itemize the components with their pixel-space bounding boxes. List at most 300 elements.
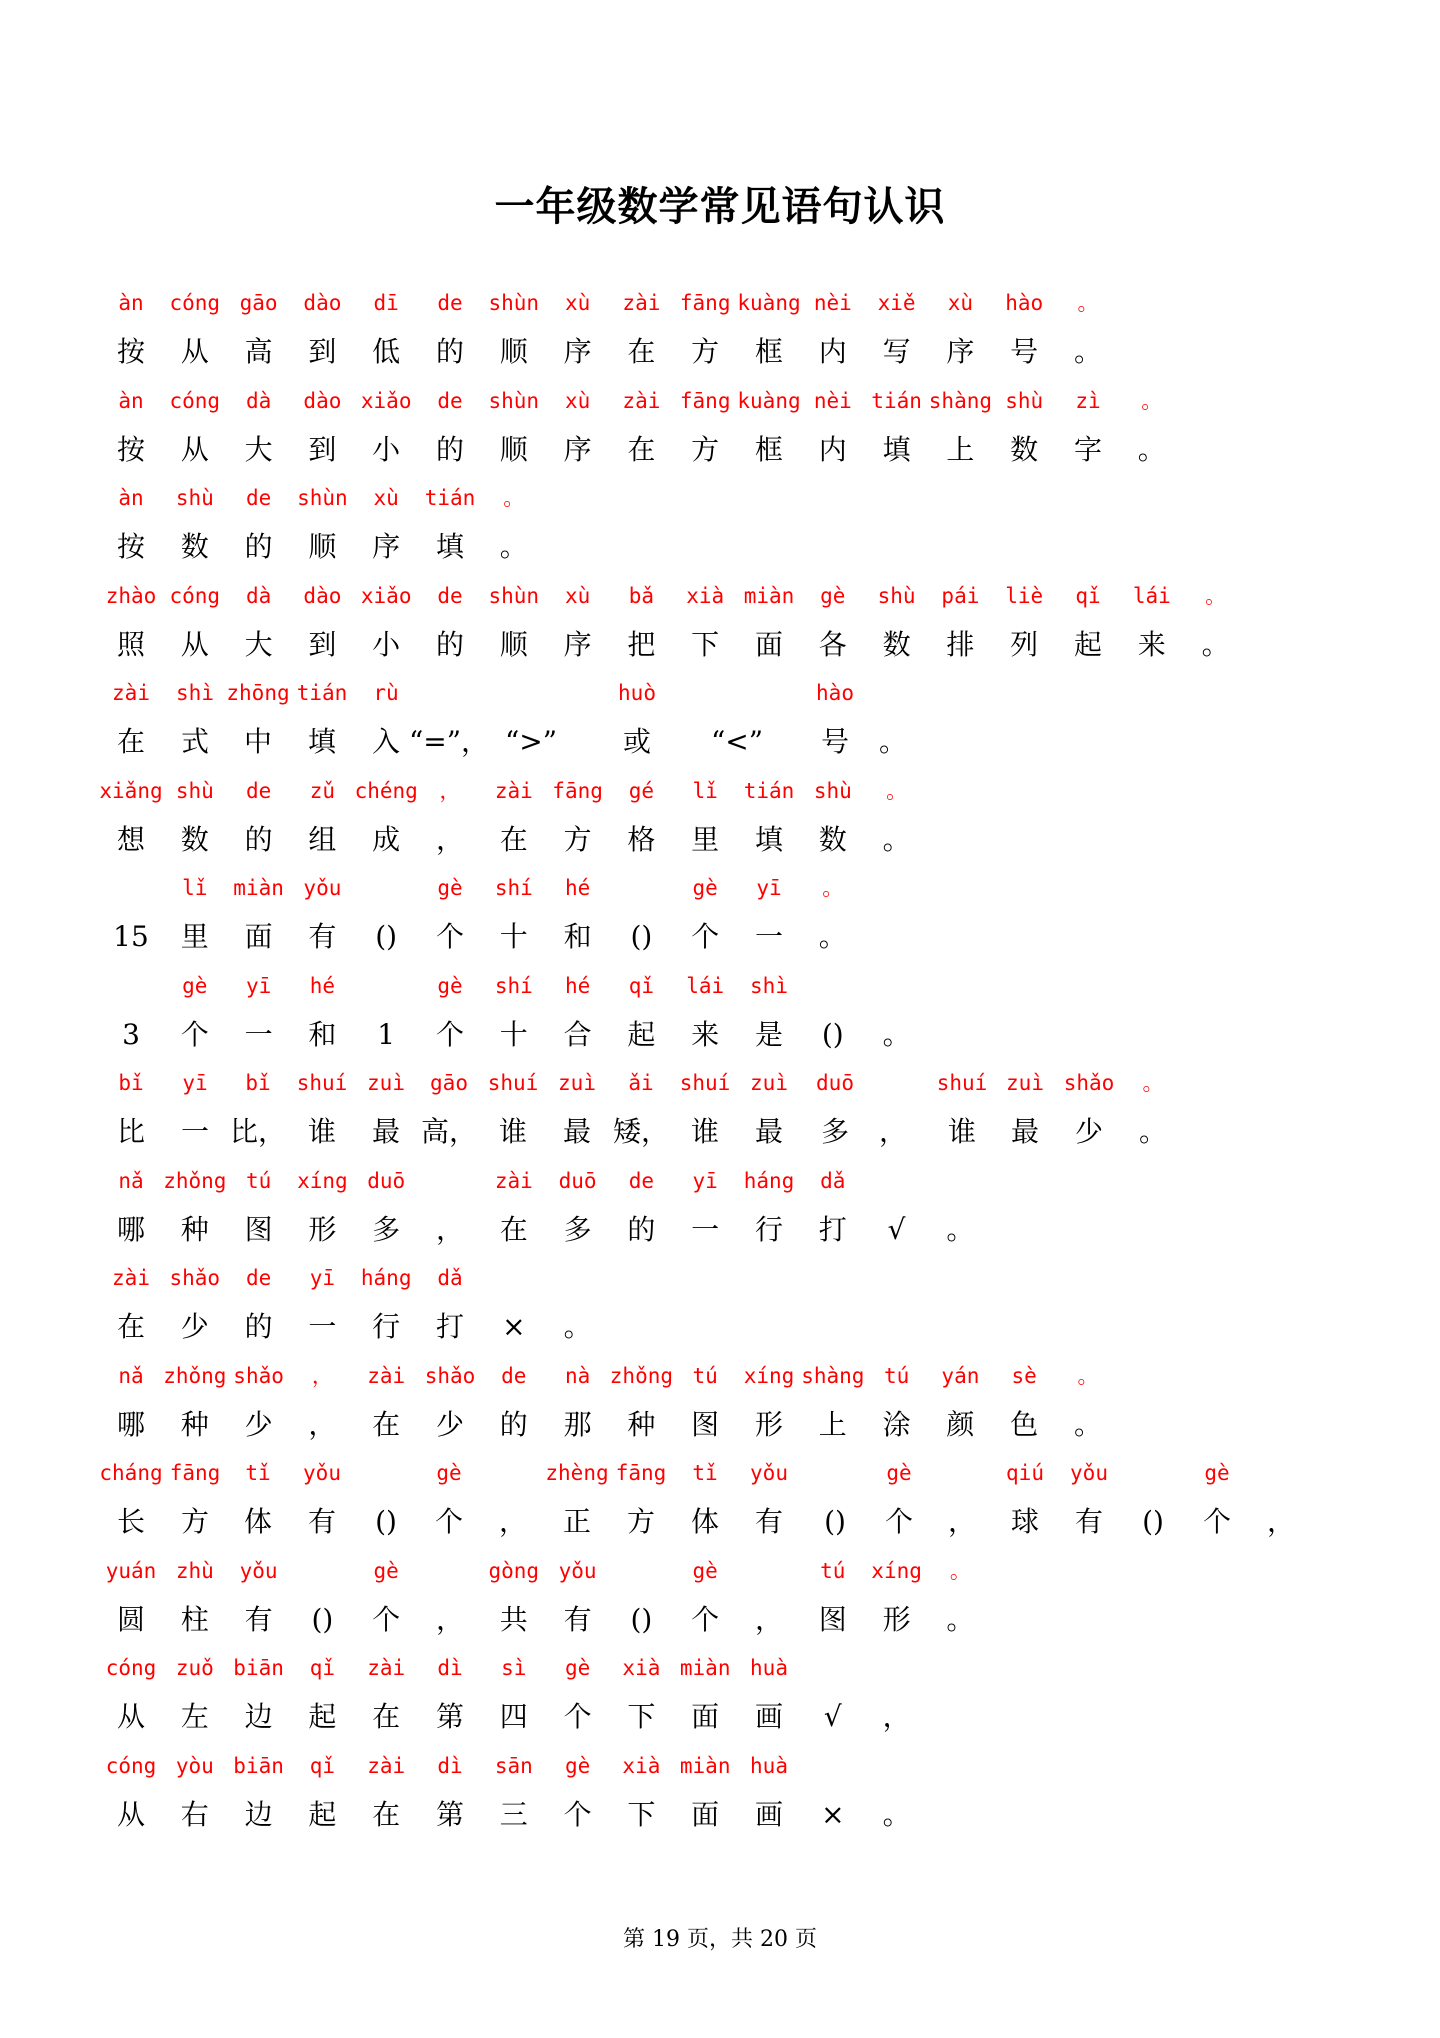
hanzi-character: 起	[627, 1017, 656, 1051]
pinyin-syllable: zài	[494, 778, 533, 803]
hanzi-character: 大	[244, 432, 273, 466]
hanzi-line	[0, 1302, 1440, 1352]
pinyin-syllable: lái	[1132, 583, 1171, 608]
hanzi-character: 。	[1073, 335, 1103, 368]
pinyin-syllable: nǎ	[118, 1168, 144, 1193]
hanzi-character: 下	[627, 1700, 656, 1733]
pinyin-line	[0, 478, 1440, 518]
pinyin-syllable: gè	[692, 876, 718, 900]
pinyin-syllable: tú	[883, 1363, 910, 1388]
hanzi-character: 方	[180, 1505, 210, 1538]
hanzi-character: 圆	[116, 1602, 146, 1636]
hanzi-character: 在	[372, 1407, 401, 1441]
pinyin-syllable: tǐ	[692, 1461, 718, 1485]
pinyin-syllable: shuí	[487, 1071, 539, 1095]
pinyin-syllable: 。	[1142, 1071, 1164, 1095]
pinyin-syllable: hé	[564, 973, 591, 998]
hanzi-character: 少	[1074, 1115, 1104, 1148]
hanzi-character: 色	[1010, 1407, 1039, 1441]
pinyin-syllable: de	[501, 1363, 527, 1388]
hanzi-line	[0, 1205, 1440, 1255]
sentence-row	[0, 1453, 1440, 1551]
pinyin-syllable: shuí	[296, 1071, 348, 1095]
hanzi-character: 格	[627, 822, 656, 856]
hanzi-character: 画	[754, 1797, 784, 1831]
hanzi-character: 来	[691, 1017, 720, 1051]
hanzi-character: 内	[818, 432, 847, 466]
hanzi-character: 种	[180, 1407, 209, 1441]
hanzi-character: 序	[563, 627, 592, 661]
pinyin-syllable: liè	[1005, 583, 1044, 608]
hanzi-character: 边	[244, 1700, 273, 1733]
pinyin-syllable: yuán	[105, 1558, 157, 1583]
pinyin-syllable: gé	[628, 778, 655, 803]
pinyin-syllable: zhào	[105, 583, 157, 608]
hanzi-character: 3	[122, 1017, 140, 1051]
hanzi-character: ，	[754, 1602, 784, 1636]
hanzi-character: 谁	[498, 1115, 528, 1148]
hanzi-character: 方	[563, 822, 592, 856]
hanzi-character: 顺	[308, 530, 337, 563]
pinyin-syllable: hào	[816, 681, 854, 705]
pinyin-syllable: xíng	[297, 1168, 348, 1193]
hanzi-character: 数	[1010, 432, 1039, 466]
hanzi-character: 里	[180, 920, 209, 953]
pinyin-syllable: qǐ	[309, 1656, 336, 1680]
hanzi-character: 哪	[116, 1407, 146, 1441]
pinyin-syllable: xù	[947, 291, 974, 315]
pinyin-syllable: lǐ	[182, 876, 208, 900]
hanzi-character: 行	[754, 1212, 784, 1246]
hanzi-character: ×	[821, 1797, 845, 1831]
hanzi-character: 从	[116, 1797, 146, 1831]
pinyin-syllable: kuàng	[737, 388, 801, 413]
hanzi-character: 有	[563, 1602, 592, 1636]
pinyin-syllable: nèi	[813, 291, 852, 315]
pinyin-syllable: dì	[437, 1753, 463, 1778]
hanzi-character: 个	[434, 1505, 464, 1538]
hanzi-character: 或	[622, 725, 652, 758]
pinyin-line	[0, 868, 1440, 908]
pinyin-syllable: àn	[118, 291, 144, 315]
pinyin-syllable: kuàng	[737, 291, 801, 315]
hanzi-character: 形	[308, 1212, 337, 1246]
pinyin-syllable: nà	[564, 1363, 591, 1388]
pinyin-line	[0, 771, 1440, 811]
hanzi-character: 正	[562, 1505, 592, 1538]
hanzi-character: 个	[563, 1797, 592, 1831]
hanzi-character: 列	[1010, 627, 1039, 661]
hanzi-character: 。	[1201, 627, 1230, 661]
pinyin-syllable: háng	[360, 1266, 412, 1290]
sentence-row	[0, 381, 1440, 479]
pinyin-syllable: cóng	[105, 1656, 157, 1680]
hanzi-character: 数	[818, 822, 847, 856]
pinyin-syllable: cóng	[169, 583, 221, 608]
pinyin-syllable: lái	[686, 973, 725, 998]
hanzi-character: 有	[244, 1602, 273, 1636]
hanzi-character: 。	[1137, 432, 1166, 466]
pinyin-syllable: xù	[564, 388, 591, 413]
hanzi-character: 在	[499, 822, 528, 856]
pinyin-syllable: zài	[112, 681, 150, 705]
hanzi-character: 哪	[116, 1212, 146, 1246]
hanzi-character: 边	[244, 1797, 273, 1831]
hanzi-character: 在	[627, 432, 656, 466]
hanzi-character: 右	[180, 1797, 209, 1831]
pinyin-syllable: zuǒ	[175, 1656, 214, 1680]
pinyin-syllable: àn	[118, 486, 144, 510]
hanzi-character: 那	[563, 1407, 592, 1441]
pinyin-syllable: fāng	[615, 1461, 667, 1485]
pinyin-syllable: shù	[1005, 388, 1044, 413]
hanzi-line	[0, 1400, 1440, 1450]
pinyin-syllable: ，	[439, 778, 461, 803]
hanzi-character: 写	[882, 335, 911, 368]
hanzi-character: 。	[946, 1212, 975, 1246]
hanzi-character: 的	[435, 335, 465, 368]
pinyin-syllable: 。	[1205, 583, 1227, 608]
pinyin-syllable: xù	[373, 486, 399, 510]
pinyin-syllable: yī	[692, 1168, 718, 1193]
hanzi-character: 个	[563, 1700, 592, 1733]
pinyin-syllable: fāng	[679, 291, 731, 315]
sentence-row	[0, 283, 1440, 381]
hanzi-character: 涂	[882, 1407, 911, 1441]
hanzi-line	[0, 912, 1440, 962]
hanzi-character: 长	[116, 1505, 146, 1538]
pinyin-syllable: háng	[743, 1168, 795, 1193]
pinyin-syllable: duō	[558, 1168, 597, 1193]
hanzi-character: 到	[308, 432, 337, 466]
hanzi-line	[0, 1497, 1440, 1547]
sentence-list	[0, 283, 1440, 1843]
pinyin-line	[0, 1356, 1440, 1396]
pinyin-syllable: shù	[877, 583, 916, 608]
pinyin-syllable: gāo	[430, 1071, 468, 1095]
pinyin-syllable: de	[628, 1168, 655, 1193]
pinyin-syllable: duō	[816, 1071, 854, 1095]
pinyin-syllable: dì	[437, 1656, 463, 1680]
pinyin-syllable: dà	[245, 583, 272, 608]
sentence-row	[0, 673, 1440, 771]
pinyin-syllable: miàn	[679, 1753, 731, 1778]
pinyin-syllable: 。	[1141, 388, 1163, 413]
pinyin-syllable: yán	[941, 1363, 980, 1388]
hanzi-character: 来	[1137, 627, 1166, 661]
hanzi-character: 面	[244, 920, 273, 953]
hanzi-character: 比	[116, 1115, 146, 1148]
hanzi-character: 高，	[420, 1115, 478, 1148]
hanzi-line	[0, 620, 1440, 670]
sentence-row	[0, 1063, 1440, 1161]
hanzi-character: 号	[1010, 335, 1039, 368]
sentence-row	[0, 868, 1440, 966]
hanzi-line	[0, 522, 1440, 572]
pinyin-syllable: gè	[182, 973, 208, 998]
hanzi-character: 图	[244, 1212, 273, 1246]
pinyin-syllable: gè	[437, 973, 463, 998]
pinyin-syllable: shù	[175, 778, 214, 803]
hanzi-character: 体	[243, 1505, 273, 1538]
pinyin-syllable: shǎo	[233, 1363, 284, 1388]
page-title: 一年级数学常见语句认识	[494, 183, 946, 230]
sentence-row	[0, 1648, 1440, 1746]
hanzi-character: 少	[180, 1310, 209, 1343]
pinyin-syllable: tián	[871, 388, 922, 413]
pinyin-syllable: xià	[686, 583, 725, 608]
hanzi-character: √	[823, 1700, 842, 1733]
hanzi-character: 谁	[947, 1115, 977, 1148]
hanzi-character: 填	[882, 432, 911, 466]
sentence-row	[0, 478, 1440, 576]
pinyin-syllable: yǒu	[303, 1461, 341, 1485]
hanzi-character: 里	[691, 822, 720, 856]
hanzi-character: 比，	[229, 1115, 287, 1148]
hanzi-character: √	[887, 1212, 906, 1246]
pinyin-syllable: zuì	[750, 1071, 788, 1095]
pinyin-syllable: zhǒng	[163, 1168, 227, 1193]
hanzi-character: 上	[818, 1407, 847, 1441]
pinyin-line	[0, 1063, 1440, 1103]
hanzi-line	[0, 1692, 1440, 1742]
hanzi-character: ，	[308, 1407, 337, 1441]
pinyin-syllable: qǐ	[309, 1753, 336, 1778]
hanzi-character: 。	[882, 822, 911, 856]
pinyin-syllable: zǔ	[309, 778, 336, 803]
pinyin-syllable: xù	[564, 583, 591, 608]
hanzi-character: 一	[180, 1115, 210, 1148]
hanzi-character: 的	[435, 432, 465, 466]
sentence-row	[0, 1551, 1440, 1649]
hanzi-character: 画	[754, 1700, 784, 1733]
hanzi-character: 内	[818, 335, 847, 368]
hanzi-character: 的	[244, 530, 273, 563]
pinyin-syllable: 。	[1077, 1363, 1099, 1388]
hanzi-character: 少	[244, 1407, 273, 1441]
hanzi-character: 少	[435, 1407, 465, 1441]
hanzi-character: ()	[630, 920, 653, 953]
hanzi-character: 。	[882, 1797, 911, 1831]
pinyin-syllable: xiǎng	[99, 778, 163, 803]
hanzi-character: 从	[180, 627, 209, 661]
pinyin-syllable: dào	[303, 583, 342, 608]
hanzi-character: 从	[180, 335, 209, 368]
pinyin-syllable: shàng	[928, 388, 992, 413]
hanzi-character: 框	[754, 335, 784, 368]
pinyin-syllable: shì	[750, 973, 788, 998]
hanzi-character: 形	[882, 1602, 911, 1636]
pinyin-syllable: zài	[494, 1168, 533, 1193]
pinyin-syllable: qǐ	[1075, 583, 1101, 608]
pinyin-syllable: zhǒng	[609, 1363, 673, 1388]
hanzi-character: 式	[180, 725, 210, 758]
hanzi-character: 上	[946, 432, 975, 466]
hanzi-character: ()	[824, 1505, 846, 1538]
pinyin-line	[0, 1258, 1440, 1298]
hanzi-character: 的	[627, 1212, 656, 1246]
hanzi-character: 一	[691, 1212, 720, 1246]
hanzi-character: 组	[308, 822, 337, 856]
hanzi-character: 下	[627, 1797, 656, 1831]
pinyin-syllable: dǎ	[820, 1168, 846, 1193]
hanzi-character: 按	[116, 335, 146, 368]
hanzi-character: 。	[499, 530, 528, 563]
hanzi-character: 体	[690, 1505, 720, 1538]
hanzi-character: 填	[435, 530, 465, 563]
pinyin-syllable: 。	[503, 486, 525, 510]
hanzi-character: 多	[563, 1212, 592, 1246]
sentence-row	[0, 771, 1440, 869]
hanzi-character: 个	[1202, 1505, 1232, 1538]
pinyin-syllable: sān	[494, 1753, 533, 1778]
hanzi-character: ，	[435, 822, 465, 856]
hanzi-character: 。	[946, 1602, 975, 1636]
pinyin-syllable: de	[437, 291, 463, 315]
pinyin-syllable: shù	[813, 778, 852, 803]
hanzi-line	[0, 1595, 1440, 1645]
hanzi-character: 球	[1010, 1505, 1040, 1538]
hanzi-character: 大	[244, 627, 273, 661]
pinyin-syllable: zuì	[558, 1071, 596, 1095]
pinyin-syllable: yǒu	[303, 876, 342, 900]
hanzi-character: 四	[499, 1700, 528, 1733]
pinyin-syllable: miàn	[233, 876, 284, 900]
hanzi-character: 一	[244, 1017, 273, 1051]
hanzi-character: ()	[311, 1602, 334, 1636]
pinyin-syllable: shí	[494, 973, 533, 998]
pinyin-syllable: shí	[494, 876, 533, 900]
pinyin-syllable: miàn	[743, 583, 795, 608]
hanzi-character: 。	[1138, 1115, 1168, 1148]
pinyin-syllable: xù	[564, 291, 591, 315]
pinyin-syllable: yǒu	[558, 1558, 597, 1583]
pinyin-line	[0, 1161, 1440, 1201]
hanzi-character: “<”	[710, 725, 764, 758]
hanzi-character: ，	[878, 1115, 908, 1148]
hanzi-character: 图	[818, 1602, 847, 1636]
pinyin-syllable: hào	[1005, 291, 1044, 315]
pinyin-syllable: àn	[118, 388, 144, 413]
pinyin-syllable: cóng	[169, 388, 221, 413]
pinyin-syllable: zhèng	[545, 1461, 609, 1485]
hanzi-character: 入	[371, 725, 401, 758]
hanzi-character: 高	[244, 335, 273, 368]
hanzi-character: 有	[754, 1505, 784, 1538]
hanzi-character: ，	[498, 1505, 528, 1538]
pinyin-syllable: zài	[622, 291, 661, 315]
hanzi-character: “>”	[504, 725, 558, 758]
hanzi-character: 最	[371, 1115, 401, 1148]
pinyin-syllable: dī	[373, 291, 399, 315]
hanzi-character: 有	[308, 920, 337, 953]
pinyin-syllable: zuì	[367, 1071, 405, 1095]
hanzi-character: 。	[818, 920, 847, 953]
hanzi-character: 序	[563, 335, 592, 368]
hanzi-character: 各	[818, 627, 847, 661]
sentence-row	[0, 1161, 1440, 1259]
hanzi-character: ()	[821, 1017, 844, 1051]
pinyin-syllable: tǐ	[245, 1461, 271, 1485]
pinyin-line	[0, 1551, 1440, 1591]
hanzi-character: 个	[691, 920, 720, 953]
hanzi-character: 低	[372, 335, 401, 368]
hanzi-character: 的	[435, 627, 465, 661]
hanzi-character: 。	[563, 1310, 592, 1343]
hanzi-character: 面	[754, 627, 784, 661]
hanzi-line	[0, 327, 1440, 377]
pinyin-syllable: ，	[311, 1363, 333, 1388]
hanzi-character: 第	[435, 1700, 465, 1733]
pinyin-syllable: yī	[245, 973, 272, 998]
hanzi-character: 中	[243, 725, 273, 758]
hanzi-character: 和	[308, 1017, 337, 1051]
pinyin-line	[0, 1746, 1440, 1786]
hanzi-character: 填	[754, 822, 784, 856]
pinyin-syllable: shì	[176, 681, 214, 705]
hanzi-character: 合	[563, 1017, 592, 1051]
hanzi-character: 到	[308, 627, 337, 661]
hanzi-character: 面	[691, 1797, 720, 1831]
hanzi-character: ，	[882, 1700, 911, 1733]
hanzi-character: 左	[180, 1700, 209, 1733]
hanzi-character: 起	[308, 1797, 337, 1831]
hanzi-character: 个	[884, 1505, 914, 1538]
pinyin-syllable: tú	[245, 1168, 272, 1193]
hanzi-character: 在	[372, 1700, 401, 1733]
hanzi-character: 面	[691, 1700, 720, 1733]
pinyin-syllable: cóng	[105, 1753, 157, 1778]
pinyin-syllable: bǐ	[118, 1071, 144, 1095]
pinyin-syllable: de	[437, 388, 463, 413]
hanzi-character: 号	[820, 725, 850, 758]
pinyin-line	[0, 966, 1440, 1006]
pinyin-syllable: zhǒng	[163, 1363, 227, 1388]
hanzi-character: 在	[627, 335, 656, 368]
hanzi-character: 从	[180, 432, 209, 466]
pinyin-syllable: shǎo	[424, 1363, 476, 1388]
pinyin-syllable: de	[245, 1266, 272, 1290]
hanzi-character: 的	[499, 1407, 528, 1441]
pinyin-syllable: shùn	[488, 388, 540, 413]
hanzi-character: 一	[754, 920, 784, 953]
hanzi-character: 序	[563, 432, 592, 466]
hanzi-character: 多	[372, 1212, 401, 1246]
pinyin-syllable: yī	[756, 876, 782, 900]
pinyin-syllable: duō	[367, 1168, 406, 1193]
pinyin-syllable: dào	[303, 291, 342, 315]
hanzi-character: 方	[691, 335, 720, 368]
pinyin-syllable: huò	[618, 681, 656, 705]
pinyin-syllable: nèi	[813, 388, 852, 413]
pinyin-syllable: shù	[175, 486, 214, 510]
pinyin-syllable: gè	[886, 1461, 912, 1485]
pinyin-syllable: shùn	[488, 291, 540, 315]
hanzi-character: 颜	[946, 1407, 975, 1441]
hanzi-character: 。	[882, 1017, 911, 1051]
hanzi-line	[0, 425, 1440, 475]
hanzi-character: 想	[116, 822, 146, 856]
pinyin-syllable: biān	[233, 1656, 284, 1680]
sentence-row	[0, 576, 1440, 674]
hanzi-character: 柱	[180, 1602, 209, 1636]
pinyin-syllable: shàng	[801, 1363, 865, 1388]
pinyin-syllable: xià	[622, 1753, 661, 1778]
hanzi-character: ()	[375, 1505, 397, 1538]
hanzi-character: 行	[372, 1310, 401, 1343]
pinyin-syllable: shǎo	[1063, 1071, 1115, 1095]
pinyin-syllable: zài	[367, 1753, 406, 1778]
